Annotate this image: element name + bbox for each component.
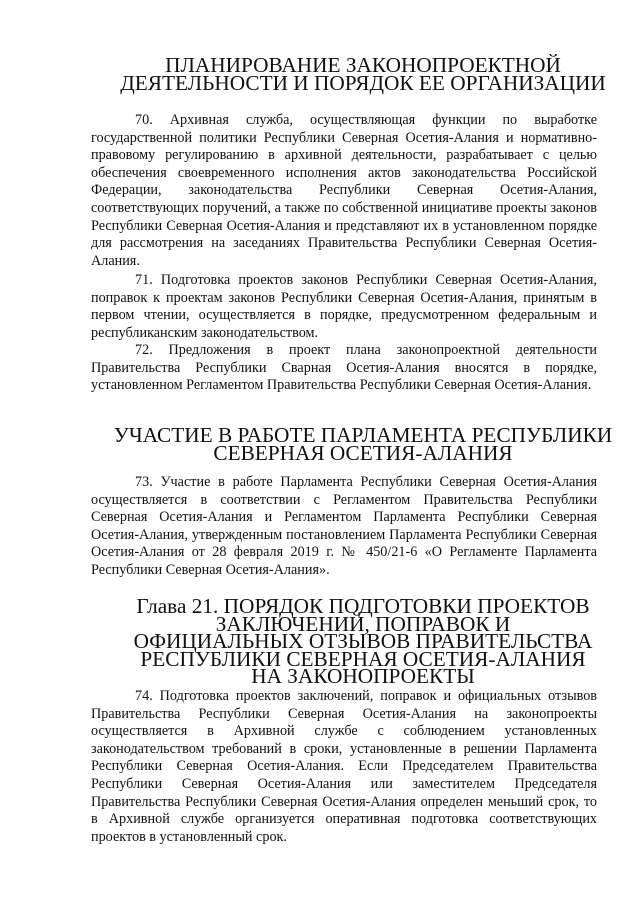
paragraph-71: 71. Подготовка проектов законов Республики Северная Осетия-Алания, поправок к проектам законов Республики Северная Осетия-Алания, принятым в первом чтении, осуществляется в порядке, предусмотренном федеральным и республиканским законодательством. (91, 272, 597, 341)
section-heading-planning: ПЛАНИРОВАНИЕ ЗАКОНОПРОЕКТНОЙ ДЕЯТЕЛЬНОСТИ И ПОРЯДОК ЕЕ ОРГАНИЗАЦИИ (120, 53, 606, 95)
paragraph-74: 74. Подготовка проектов заключений, поправок и официальных отзывов Правительства Республики Северная Осетия-Алания на законопроекты осуществляется в Архивной службе с соблюдением установленных законодательством требований в сроки, установленные в решении Парламента Республики Северная Осетия-Алания. Если Председателем Правительства Республики Северная Осетия-Алания или заместителем Председателя Правительства Республики Северная Осетия-Алания определен меньший срок, то в Архивной службе организуется оперативная подготовка соответствующих проектов в установленный срок. (91, 688, 597, 845)
paragraph-70: 70. Архивная служба, осуществляющая функции по выработке государственной политики Республики Северная Осетия-Алания и нормативно-правовому регулированию в архивной деятельности, разрабатывает с целью обеспечения своевременного исполнения актов законодательства Российской Федерации, законодательства Республики Северная Осетия-Алания, соответствующих поручений, а также по собственной инициативе проекты законов Республики Северная Осетия-Алания и представляют их в установленном порядке для рассмотрения на заседаниях Правительства Республики Северная Осетия-Алания. (91, 112, 597, 269)
paragraph-73: 73. Участие в работе Парламента Республики Северная Осетия-Алания осуществляется в соответствии с Регламентом Правительства Республики Северная Осетия-Алания и Регламентом Парламента Республики Северная Осетия-Алания, утвержденным постановлением Парламента Республики Северная Осетия-Алания от 28 февраля 2019 г. № 450/21-6 «О Регламенте Парламента Республики Северная Осетия-Алания». (91, 474, 597, 578)
paragraph-72: 72. Предложения в проект плана законопроектной деятельности Правительства Республики Сварная Осетия-Алания вносятся в порядке, установленном Регламентом Правительства Республики Северная Осетия-Алания. (91, 342, 597, 394)
section-heading-parliament: УЧАСТИЕ В РАБОТЕ ПАРЛАМЕНТА РЕСПУБЛИКИ СЕВЕРНАЯ ОСЕТИЯ-АЛАНИЯ (113, 423, 613, 465)
chapter-21-heading: Глава 21. ПОРЯДОК ПОДГОТОВКИ ПРОЕКТОВ ЗАКЛЮЧЕНИЙ, ПОПРАВОК И ОФИЦИАЛЬНЫХ ОТЗЫВОВ ПРАВИТЕЛЬСТВА РЕСПУБЛИКИ СЕВЕРНАЯ ОСЕТИЯ-АЛАНИЯ НА ЗАКОНОПРОЕКТЫ (133, 594, 593, 689)
